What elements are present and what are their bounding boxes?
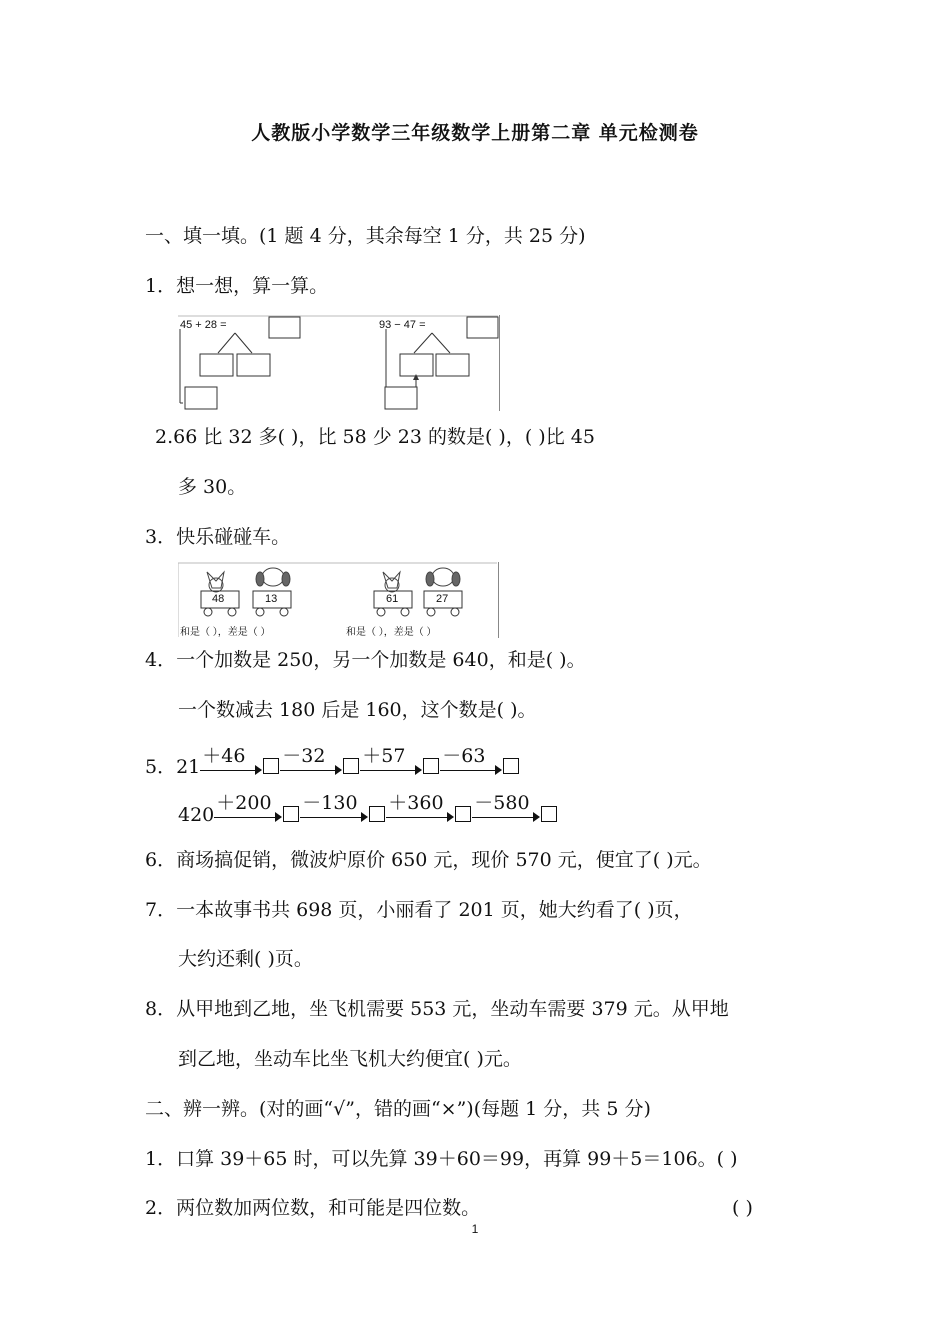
operation-label: －63	[442, 745, 486, 767]
question-7-line-1: 7．一本故事书共 698 页，小丽看了 201 页，她大约看了( )页，	[145, 899, 693, 921]
question-8-line-2: 到乙地，坐动车比坐飞机大约便宜( )元。	[178, 1048, 522, 1070]
answer-box	[263, 758, 279, 774]
chain-start: 21	[176, 756, 201, 778]
operation-arrow	[200, 745, 262, 779]
answer-box	[343, 758, 359, 774]
question-5-chain-1	[145, 745, 520, 779]
diagram-right-expression: 93 − 47 =	[379, 319, 426, 331]
answer-box	[503, 758, 519, 774]
operation-label: ＋200	[216, 792, 272, 814]
car-number: 13	[265, 593, 278, 605]
bumper-cars-figure	[178, 562, 499, 638]
operation-arrow	[360, 745, 422, 779]
question-8-line-1: 8．从甲地到乙地，坐飞机需要 553 元，坐动车需要 379 元。从甲地	[145, 998, 729, 1020]
judgement-answer-parentheses: ( )	[732, 1197, 753, 1219]
chain-start: 420	[178, 804, 215, 826]
car-number: 48	[212, 593, 225, 605]
car-caption-right: 和是（ ），差是（ ）	[346, 627, 437, 638]
answer-box	[541, 806, 557, 822]
operation-arrow	[386, 792, 454, 826]
section-1-heading: 一、填一填。(1 题 4 分，其余每空 1 分，共 25 分)	[145, 225, 586, 247]
car-caption-left: 和是（ ），差是（ ）	[180, 627, 271, 638]
operation-arrow	[280, 745, 342, 779]
diagram-left-expression: 45 + 28 =	[180, 319, 227, 331]
car-number: 61	[386, 593, 399, 605]
question-3: 3．快乐碰碰车。	[145, 526, 291, 548]
answer-box	[369, 806, 385, 822]
question-4-line-2: 一个数减去 180 后是 160，这个数是( )。	[178, 699, 537, 721]
operation-label: ＋46	[202, 745, 246, 767]
operation-arrow	[440, 745, 502, 779]
section-2-heading: 二、辨一辨。(对的画“√”，错的画“×”)(每题 1 分，共 5 分)	[145, 1098, 651, 1120]
calculation-diagram	[178, 315, 500, 411]
operation-arrow	[472, 792, 540, 826]
judgement-question-2: 2．两位数加两位数，和可能是四位数。	[145, 1197, 481, 1219]
answer-box	[283, 806, 299, 822]
question-5-chain-2	[178, 792, 558, 826]
question-2-line-2: 多 30。	[178, 476, 247, 498]
question-7-line-2: 大约还剩( )页。	[178, 948, 313, 970]
answer-box	[423, 758, 439, 774]
operation-label: ＋57	[362, 745, 406, 767]
operation-arrow	[214, 792, 282, 826]
operation-arrow	[300, 792, 368, 826]
page-number: 1	[471, 1222, 479, 1236]
judgement-question-1: 1．口算 39＋65 时，可以先算 39＋60＝99，再算 99＋5＝106。( )	[145, 1148, 738, 1170]
question-4-line-1: 4．一个加数是 250，另一个加数是 640，和是( )。	[145, 649, 586, 671]
question-6: 6．商场搞促销，微波炉原价 650 元，现价 570 元，便宜了( )元。	[145, 849, 712, 871]
question-1: 1．想一想，算一算。	[145, 275, 329, 297]
question-5-number: 5．	[145, 756, 177, 778]
car-number: 27	[436, 593, 449, 605]
answer-box	[455, 806, 471, 822]
page-title: 人教版小学数学三年级数学上册第二章 单元检测卷	[251, 122, 699, 144]
operation-label: －130	[302, 792, 358, 814]
question-2-line-1: 2.66 比 32 多( )，比 58 少 23 的数是( )，( )比 45	[155, 426, 595, 448]
operation-label: －32	[282, 745, 326, 767]
operation-label: ＋360	[388, 792, 444, 814]
operation-label: －580	[474, 792, 530, 814]
